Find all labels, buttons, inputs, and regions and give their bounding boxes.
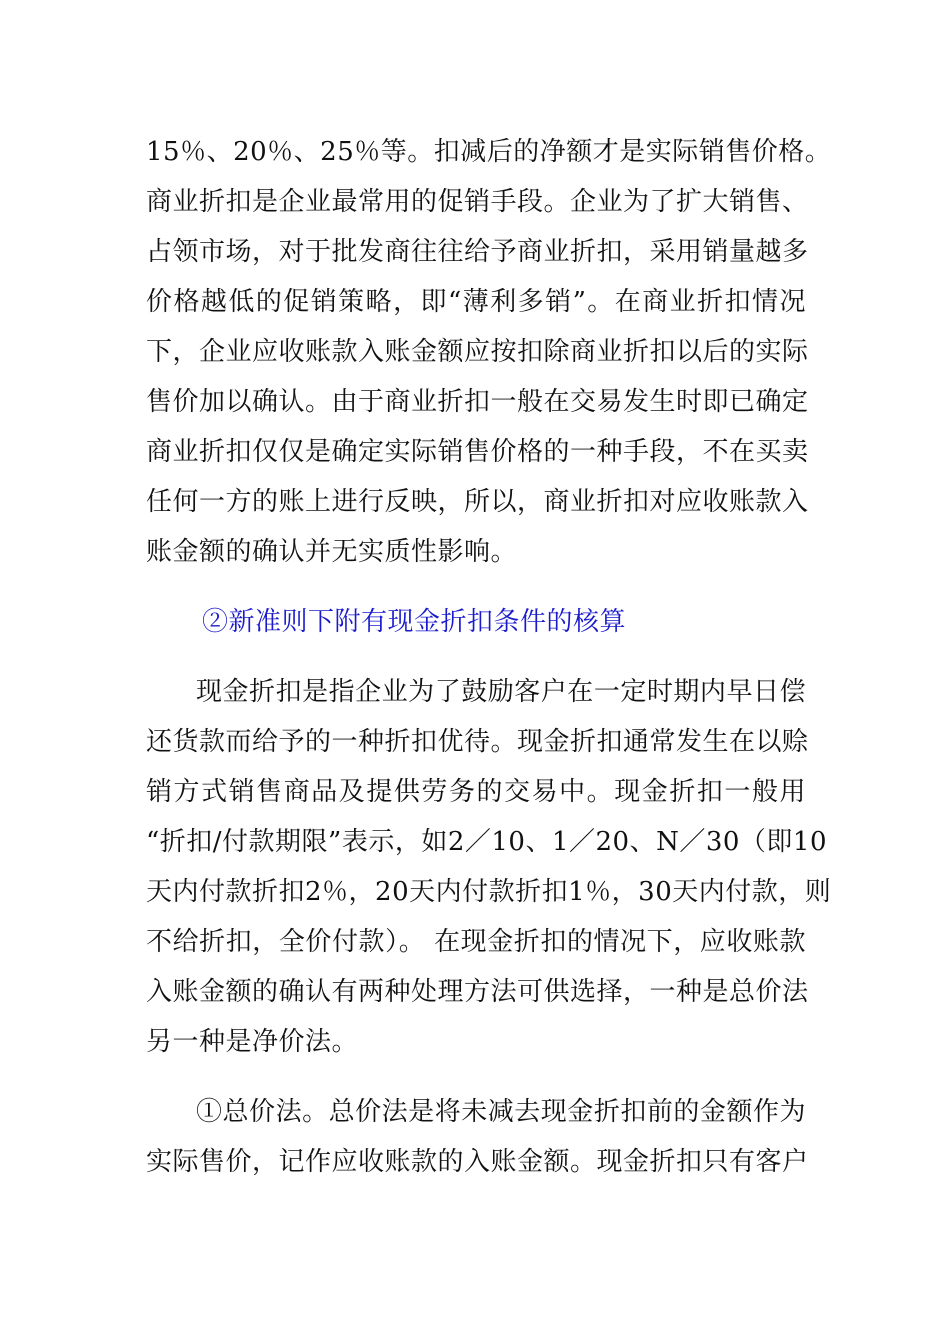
paragraph-1-line-8: 任何一方的账上进行反映，所以，商业折扣对应收账款入 <box>146 487 809 517</box>
paragraph-2-line-6: 不给折扣，全价付款）。 在现金折扣的情况下，应收账款 <box>146 927 806 957</box>
paragraph-2-line-2: 还货款而给予的一种折扣优待。现金折扣通常发生在以赊 <box>146 727 809 757</box>
section-heading: ②新准则下附有现金折扣条件的核算 <box>202 607 627 637</box>
paragraph-2-line-1: 现金折扣是指企业为了鼓励客户在一定时期内早日偿 <box>196 677 806 707</box>
paragraph-2-line-8: 另一种是净价法。 <box>146 1027 359 1057</box>
paragraph-2-line-3: 销方式销售商品及提供劳务的交易中。现金折扣一般用 <box>146 777 806 807</box>
paragraph-3-line-1: ①总价法。总价法是将未减去现金折扣前的金额作为 <box>196 1097 806 1127</box>
paragraph-2-line-7: 入账金额的确认有两种处理方法可供选择，一种是总价法 <box>146 977 809 1007</box>
paragraph-2-line-4: “折扣/付款期限”表示，如2／10、1／20、N／30（即10 <box>146 827 828 857</box>
paragraph-1-line-9: 账金额的确认并无实质性影响。 <box>146 537 518 567</box>
paragraph-1-line-2: 商业折扣是企业最常用的促销手段。企业为了扩大销售、 <box>146 187 809 217</box>
paragraph-1-line-3: 占领市场，对于批发商往往给予商业折扣，采用销量越多 <box>146 237 809 267</box>
paragraph-1-line-1: 15％、20％、25％等。扣减后的净额才是实际销售价格。 <box>146 137 832 167</box>
paragraph-1-line-7: 商业折扣仅仅是确定实际销售价格的一种手段，不在买卖 <box>146 437 809 467</box>
paragraph-3-line-2: 实际售价，记作应收账款的入账金额。现金折扣只有客户 <box>146 1147 809 1177</box>
paragraph-1-line-6: 售价加以确认。由于商业折扣一般在交易发生时即已确定 <box>146 387 809 417</box>
paragraph-1-line-4: 价格越低的促销策略，即“薄利多销”。在商业折扣情况 <box>146 287 806 317</box>
paragraph-2-line-5: 天内付款折扣2％，20天内付款折扣1％，30天内付款，则 <box>146 877 832 907</box>
paragraph-1-line-5: 下，企业应收账款入账金额应按扣除商业折扣以后的实际 <box>146 337 809 367</box>
